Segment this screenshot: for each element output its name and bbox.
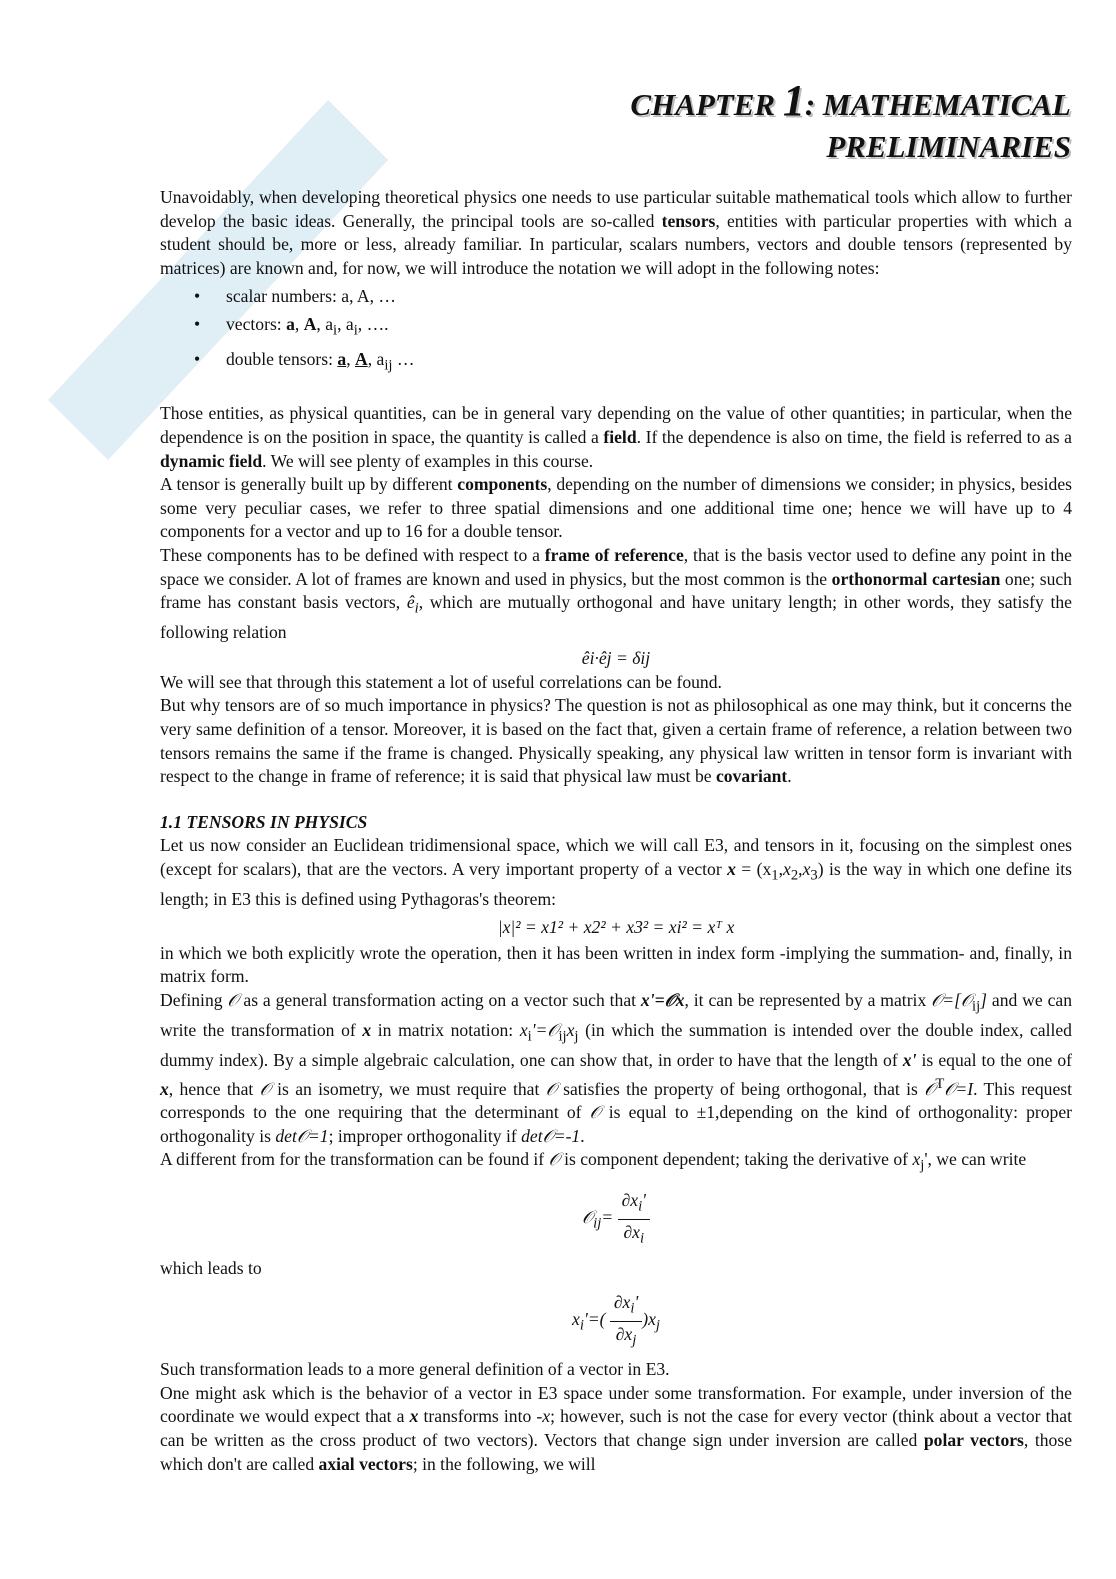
- text: as a general transformation acting on a vector such that: [238, 989, 641, 1010]
- text: 𝒪: [589, 1102, 601, 1123]
- chapter-title-line1: [630, 76, 1071, 126]
- text: Let us now consider an Euclidean tridimensional space, which we will call E3, and tensors in it, focusing on the simplest ones (except for scalars), that are the vectors. A very important property of a vector: [160, 835, 1072, 880]
- text: j: [574, 1028, 579, 1045]
- term-dynamic-field: dynamic field: [160, 450, 263, 471]
- chapter-label: CHAPTER: [630, 87, 783, 122]
- text: x: [727, 859, 736, 880]
- section-heading: 1.1 TENSORS IN PHYSICS: [160, 811, 368, 832]
- text: ) is the way in which one define its length; in E3 this is defined using Pythagoras's theorem:: [160, 859, 1073, 910]
- text: x: [912, 1149, 921, 1170]
- text: scalar numbers: a, A, …: [226, 286, 397, 307]
- text: i: [630, 1300, 635, 1317]
- page-content: [160, 186, 1072, 1476]
- notation-list: [160, 282, 1072, 379]
- text-which-leads: which leads to: [160, 1257, 262, 1278]
- text: ij: [558, 1028, 567, 1045]
- text: ): [642, 1309, 649, 1330]
- intro-paragraph: [160, 186, 1072, 280]
- text: Unavoidably, when developing theoretical physics one needs to use particular suitable mathematical tools which allow to further develop the basic ideas. Generally, the principal tools are so-called: [160, 187, 1072, 231]
- text: , we can write: [927, 1149, 1027, 1170]
- text: det𝒪=-1: [521, 1125, 581, 1146]
- paragraph-transformation: [160, 989, 1072, 1148]
- paragraph-components: [160, 473, 1072, 544]
- text: x: [572, 1309, 580, 1330]
- text: ∂x: [613, 1292, 631, 1313]
- text: -x: [536, 1406, 551, 1427]
- term-components: components: [457, 474, 548, 495]
- text: i: [639, 1230, 645, 1247]
- fraction: [610, 1290, 642, 1352]
- text: i: [353, 322, 358, 339]
- text: . We will see plenty of examples in this course.: [262, 450, 594, 471]
- chapter-title: [630, 76, 1071, 168]
- text: i: [527, 1028, 532, 1045]
- text: i: [414, 600, 419, 617]
- text: is component dependent; taking the derivative of: [559, 1149, 913, 1170]
- text: ,: [798, 859, 803, 880]
- text: i: [333, 322, 338, 339]
- paragraph-correlations: We will see that through this statement a lot of useful correlations can be found.: [160, 671, 722, 692]
- text: A: [303, 314, 317, 335]
- term-frame: frame of reference: [544, 544, 684, 565]
- text: ]: [980, 989, 988, 1010]
- text: …: [392, 348, 415, 369]
- text: , a: [316, 314, 334, 335]
- text: x: [519, 1020, 528, 1041]
- text: 𝒪: [227, 989, 239, 1010]
- list-item: [226, 282, 1072, 310]
- text: j: [920, 1157, 925, 1174]
- paragraph-index-form: in which we both explicitly wrote the operation, then it has been written in index form -implying the summation- and, finally, in matrix form.: [160, 942, 1072, 987]
- text: ∂x: [615, 1323, 633, 1344]
- text: in matrix notation:: [371, 1020, 520, 1041]
- text: 𝒪: [582, 1207, 594, 1228]
- chapter-title-line2: PRELIMINARIES: [826, 129, 1071, 164]
- text: x': [902, 1050, 917, 1071]
- text: ': [583, 1309, 588, 1330]
- text: ; however, such is not the case for every vector (think about a vector that can be written as the cross product of two vectors). Vectors that change sign under inversion are called: [160, 1406, 1072, 1450]
- text: 𝒪=[𝒪: [931, 989, 973, 1010]
- text: ê: [406, 592, 415, 613]
- paragraph-euclidean: [160, 834, 1072, 911]
- text: 𝒪: [259, 1078, 271, 1099]
- text: 𝒪=I: [944, 1078, 974, 1099]
- text: x: [783, 859, 791, 880]
- text: 𝒪: [548, 1149, 560, 1170]
- text: ij: [593, 1216, 602, 1233]
- text: Defining: [160, 989, 228, 1010]
- list-item: • double tensors: a, A, $a_{ij}$ …: [226, 345, 1072, 380]
- text: .: [787, 766, 792, 787]
- text: =: [587, 1309, 600, 1330]
- text: a: [286, 314, 295, 335]
- text: ,: [778, 859, 784, 880]
- paragraph-component-dependent: [160, 1148, 1072, 1178]
- term-orthonormal: orthonormal cartesian: [831, 568, 1001, 589]
- text: =: [601, 1207, 614, 1228]
- text: , hence that: [168, 1078, 260, 1099]
- text: (: [599, 1309, 606, 1330]
- text: These components has to be defined with respect to a: [160, 544, 545, 565]
- text: ; improper orthogonality if: [328, 1125, 522, 1146]
- term-polar-vectors: polar vectors: [923, 1429, 1024, 1450]
- text: (in which the summation is intended over the double index, called dummy index). By a simple algebraic calculation, one can show that, in order to have that the length of: [160, 1020, 1072, 1071]
- term-field: field: [603, 427, 637, 447]
- text: , which are mutually orthogonal and have unitary length; in other words, they satisfy the following relation: [160, 592, 1072, 643]
- term-covariant: covariant: [715, 766, 788, 787]
- text: det𝒪=1: [275, 1125, 329, 1146]
- text: is an isometry, we must require that: [270, 1078, 546, 1099]
- equation-derivative: [160, 1188, 1072, 1250]
- text: ∂x: [623, 1221, 640, 1242]
- text: 1: [771, 867, 779, 884]
- text: x: [802, 859, 811, 880]
- text: But why tensors are of so much importance in physics? The question is not as philosophical as one may think, but it concerns the very same definition of a tensor. Moreover, it is based on the fact that, given a certain frame of reference, a relation between two tensors remains the same if the frame is changed. Physically speaking, any physical law written in tensor form is invariant with respect to the change in frame of reference; it is said that physical law must be: [160, 695, 1072, 787]
- text: . If the dependence is also on time, the field is referred to as a: [636, 427, 1072, 447]
- text: and we can write the transformation of: [160, 989, 1072, 1041]
- text: 2: [790, 867, 799, 884]
- text: is equal to the one of: [916, 1050, 1072, 1071]
- paragraph-general-definition: Such transformation leads to a more general definition of a vector in E3.: [160, 1359, 670, 1380]
- text: x: [362, 1020, 372, 1041]
- text: A different from for the transformation can be found if: [160, 1149, 549, 1170]
- term-tensors: tensors: [661, 210, 716, 231]
- text: x: [566, 1020, 575, 1041]
- text: ij: [384, 357, 393, 374]
- text: . This request corresponds to the one requiring that the determinant of: [160, 1078, 1072, 1123]
- text: , it can be represented by a matrix: [684, 989, 932, 1010]
- text: x: [409, 1406, 419, 1427]
- paragraph-field: [160, 402, 1072, 473]
- text: , depending on the number of dimensions we consider; in physics, besides some very peculiar cases, we refer to three spatial dimensions and one additional time one; hence we will have up to 4 components for a vector and up to 16 for a double tensor.: [160, 474, 1072, 542]
- equation-length: |x|² = x1² + x2² + x3² = xi² = xᵀ x: [497, 916, 735, 937]
- text: j: [655, 1317, 660, 1334]
- equation-orthonormal: êi·êj = δij: [581, 647, 651, 668]
- text: x: [160, 1078, 169, 1099]
- spacer: [160, 379, 1072, 402]
- text: vectors:: [226, 314, 287, 335]
- text: '=𝒪: [531, 1020, 559, 1041]
- text: .: [580, 1125, 585, 1146]
- list-item: • vectors: a, A, $a_i$, $a_i$, ….: [226, 310, 1072, 345]
- text: 𝒪: [924, 1078, 936, 1099]
- text: , those which don't are called: [160, 1429, 1073, 1474]
- text: A: [355, 348, 368, 369]
- equation-vector-transform: [160, 1290, 1072, 1352]
- text: transforms into: [418, 1406, 537, 1427]
- text: A tensor is generally built up by different: [160, 474, 458, 495]
- text: ; in the following, we will: [412, 1453, 596, 1474]
- text: One might ask which is the behavior of a vector in E3 space under some transformation. For example, under inversion of the coordinate we would expect that a: [160, 1382, 1072, 1427]
- chapter-title-text: : MATHEMATICAL: [804, 87, 1071, 122]
- text: a: [337, 348, 347, 369]
- text: ': [634, 1292, 639, 1313]
- text: j: [632, 1332, 637, 1349]
- text: one; such frame has constant basis vectors,: [160, 568, 1072, 613]
- term-axial-vectors: axial vectors: [318, 1453, 413, 1474]
- text: , that is the basis vector used to define any point in the space we consider. A lot of frames are known and used in physics, but the most common is the: [160, 544, 1072, 589]
- text: 𝒪: [545, 1078, 557, 1099]
- text: 3: [810, 867, 818, 884]
- text: , entities with particular properties with which a student should be, more or less, already familiar. In particular, scalars numbers, vectors and double tensors (represented by matrices) are known and, for now, we will introduce the notation we will adopt in the following notes:: [160, 210, 1072, 278]
- text: ∂x: [621, 1190, 639, 1211]
- text: i: [638, 1198, 643, 1215]
- paragraph-frame: [160, 544, 1072, 645]
- text: ': [924, 1149, 928, 1170]
- text: i: [579, 1317, 584, 1334]
- paragraph-inversion: [160, 1382, 1072, 1476]
- text: satisfies the property of being orthogonal, that is: [556, 1078, 925, 1099]
- fraction: [618, 1188, 650, 1250]
- text: x: [648, 1309, 656, 1330]
- text: = (x: [735, 859, 772, 880]
- text: , ….: [357, 314, 389, 335]
- text: T: [935, 1075, 945, 1092]
- paragraph-covariant: [160, 694, 1072, 788]
- text: is equal to ±1,depending on the kind of orthogonality: proper orthogonality is: [160, 1102, 1072, 1146]
- text: x'=𝒪x: [640, 989, 685, 1010]
- text: Those entities, as physical quantities, can be in general vary depending on the value of other quantities; in particular, when the dependence is on the position in space, the quantity is called a: [160, 403, 1072, 447]
- chapter-number: 1: [782, 76, 805, 125]
- text: ij: [972, 998, 981, 1015]
- text: , a: [337, 314, 354, 335]
- text: double tensors:: [226, 348, 338, 369]
- text: ': [642, 1190, 646, 1211]
